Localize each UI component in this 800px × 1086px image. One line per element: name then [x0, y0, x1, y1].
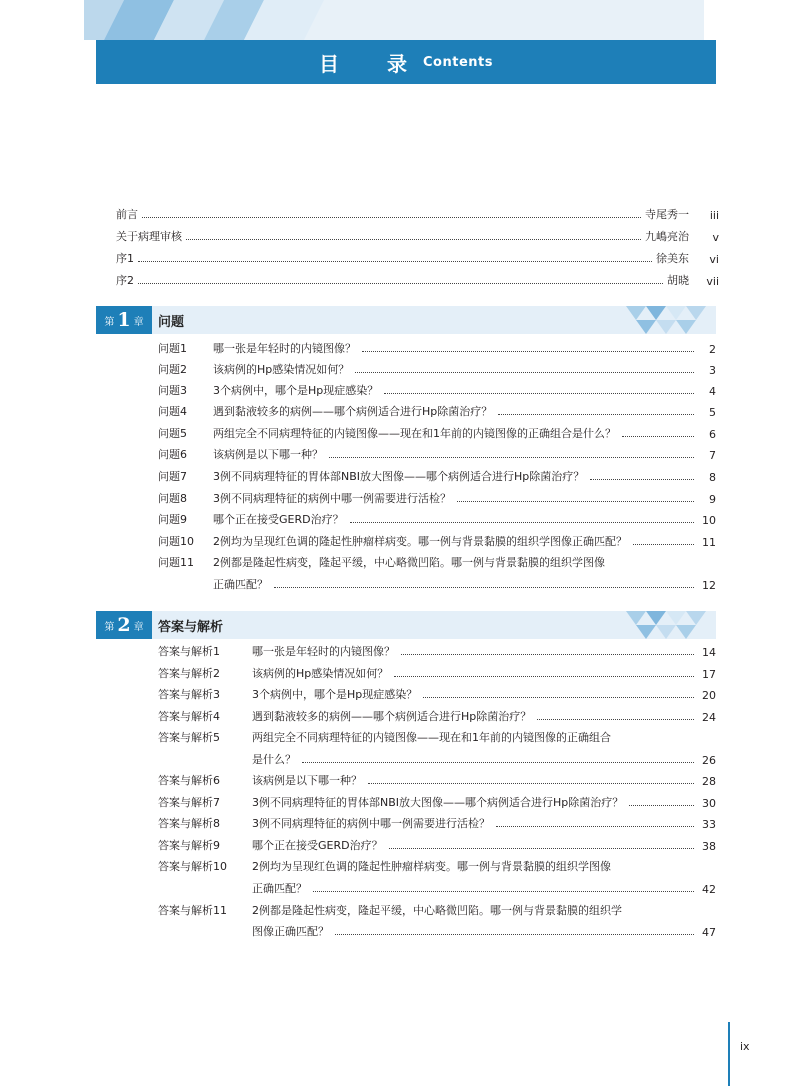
leader-dots: [335, 934, 694, 935]
entry-page: 47: [702, 926, 716, 939]
chapter2-entry-3[interactable]: [158, 685, 716, 705]
chapter-1-header[interactable]: [96, 306, 716, 334]
chapter1-entry-3[interactable]: [158, 381, 716, 401]
entry-title: 2例均为呈现红色调的隆起性肿瘤样病变。哪一例与背景黏膜的组织学图像正确匹配？: [213, 535, 627, 548]
entry-title: 3例不同病理特征的胃体部NBI放大图像——哪个病例适合进行Hp除菌治疗？: [213, 470, 585, 483]
chapter2-entry-6[interactable]: [158, 771, 716, 791]
entry-label: 问题9: [158, 513, 187, 526]
fm-author: 寺尾秀一: [645, 208, 689, 221]
entry-title: 两组完全不同病理特征的内镜图像——现在和1年前的内镜图像的正确组合: [252, 731, 611, 744]
chapter1-entry-6[interactable]: [158, 445, 716, 465]
title-cn: 目 录: [319, 51, 422, 76]
fm-title: 序2: [116, 274, 134, 287]
entry-page: 33: [702, 818, 716, 831]
entry-label: 答案与解析11: [158, 904, 227, 917]
leader-dots: [401, 654, 694, 655]
chapter-prefix: 第: [104, 316, 115, 328]
chapter1-entry-4[interactable]: [158, 402, 716, 422]
fm-title: 序1: [116, 252, 134, 265]
entry-title: 遇到黏液较多的病例——哪个病例适合进行Hp除菌治疗？: [213, 405, 493, 418]
entry-title-cont: 是什么？: [252, 753, 296, 766]
fm-entry-foreword2[interactable]: [116, 268, 719, 288]
entry-label: 问题6: [158, 448, 187, 461]
entry-title: 该病例是以下哪一种？: [213, 448, 323, 461]
entry-label: 问题5: [158, 427, 187, 440]
chapter-2-header[interactable]: [96, 611, 716, 639]
chapter2-entry-2[interactable]: [158, 664, 716, 684]
entry-title: 3个病例中，哪个是Hp现症感染？: [213, 384, 379, 397]
entry-title: 该病例的Hp感染情况如何？: [252, 667, 389, 680]
entry-page: 4: [709, 385, 716, 398]
fm-author: 九嶋亮治: [645, 230, 689, 243]
entry-title: 2例均为呈现红色调的隆起性肿瘤样病变。哪一例与背景黏膜的组织学图像: [252, 860, 611, 873]
entry-page: 7: [709, 449, 716, 462]
entry-label: 答案与解析3: [158, 688, 220, 701]
entry-label: 问题3: [158, 384, 187, 397]
chapter-suffix: 章: [133, 316, 144, 328]
entry-label: 答案与解析4: [158, 710, 220, 723]
entry-title: 2例都是隆起性病变，隆起平缓，中心略微凹陷。哪一例与背景黏膜的组织学: [252, 904, 622, 917]
entry-page: 14: [702, 646, 716, 659]
entry-page: 6: [709, 428, 716, 441]
entry-title: 2例都是隆起性病变，隆起平缓，中心略微凹陷。哪一例与背景黏膜的组织学图像: [213, 556, 605, 569]
entry-page: 28: [702, 775, 716, 788]
chapter1-entry-9[interactable]: [158, 510, 716, 530]
entry-title: 两组完全不同病理特征的内镜图像——现在和1年前的内镜图像的正确组合是什么？: [213, 427, 616, 440]
entry-label: 问题7: [158, 470, 187, 483]
leader-dots: [633, 544, 694, 545]
entry-page: 5: [709, 406, 716, 419]
entry-label: 答案与解析6: [158, 774, 220, 787]
entry-title-cont: 图像正确匹配？: [252, 925, 329, 938]
entry-page: 30: [702, 797, 716, 810]
entry-label: 问题8: [158, 492, 187, 505]
entry-page: 8: [709, 471, 716, 484]
fm-page: vi: [709, 253, 719, 266]
chapter-number: 2: [117, 614, 131, 636]
chapter1-entry-11-cont[interactable]: [158, 575, 716, 595]
leader-dots: [394, 676, 694, 677]
entry-page: 17: [702, 668, 716, 681]
leader-dots: [142, 217, 641, 218]
chapter2-entry-9[interactable]: [158, 836, 716, 856]
chapter-title: 问题: [158, 315, 185, 330]
page-number: ix: [740, 1040, 750, 1053]
entry-page: 9: [709, 493, 716, 506]
chapter-decoration: [616, 611, 716, 639]
fm-entry-preface[interactable]: [116, 202, 719, 222]
fm-author: 徐美东: [656, 252, 689, 265]
leader-dots: [362, 351, 694, 352]
entry-label: 问题10: [158, 535, 194, 548]
chapter2-entry-7[interactable]: [158, 793, 716, 813]
entry-label: 答案与解析5: [158, 731, 220, 744]
entry-title: 3例不同病理特征的病例中哪一例需要进行活检？: [252, 817, 490, 830]
entry-label: 问题11: [158, 556, 194, 569]
chapter-badge: [96, 611, 152, 639]
entry-title-cont: 正确匹配？: [213, 578, 268, 591]
chapter-badge: [96, 306, 152, 334]
leader-dots: [350, 522, 694, 523]
entry-page: 10: [702, 514, 716, 527]
chapter2-entry-11[interactable]: [158, 901, 716, 921]
chapter2-entry-4[interactable]: [158, 707, 716, 727]
entry-label: 答案与解析10: [158, 860, 227, 873]
leader-dots: [186, 239, 641, 240]
entry-label: 问题1: [158, 342, 187, 355]
fm-title: 关于病理审核: [116, 230, 182, 243]
chapter2-entry-10[interactable]: [158, 857, 716, 877]
entry-page: 11: [702, 536, 716, 549]
leader-dots: [368, 783, 694, 784]
entry-page: 12: [702, 579, 716, 592]
chapter-prefix: 第: [104, 621, 115, 633]
chapter2-entry-10-cont[interactable]: [158, 879, 716, 899]
fm-page: vii: [706, 275, 719, 288]
chapter2-entry-5[interactable]: [158, 728, 716, 748]
entry-title: 3个病例中，哪个是Hp现症感染？: [252, 688, 418, 701]
leader-dots: [138, 261, 652, 262]
entry-title: 该病例是以下哪一种？: [252, 774, 362, 787]
entry-title: 遇到黏液较多的病例——哪个病例适合进行Hp除菌治疗？: [252, 710, 532, 723]
leader-dots: [384, 393, 694, 394]
chapter2-entry-5-cont[interactable]: [158, 750, 716, 770]
entry-page: 2: [709, 343, 716, 356]
header-decoration: [84, 0, 704, 40]
entry-page: 38: [702, 840, 716, 853]
leader-dots: [622, 436, 694, 437]
entry-page: 26: [702, 754, 716, 767]
entry-label: 问题4: [158, 405, 187, 418]
leader-dots: [274, 587, 694, 588]
entry-label: 问题2: [158, 363, 187, 376]
leader-dots: [423, 697, 694, 698]
chapter-number: 1: [117, 309, 131, 331]
fm-page: iii: [709, 209, 719, 222]
leader-dots: [537, 719, 694, 720]
contents-banner: [96, 40, 716, 84]
leader-dots: [389, 848, 694, 849]
entry-label: 答案与解析2: [158, 667, 220, 680]
leader-dots: [498, 414, 694, 415]
entry-page: 42: [702, 883, 716, 896]
entry-title: 该病例的Hp感染情况如何？: [213, 363, 350, 376]
entry-label: 答案与解析9: [158, 839, 220, 852]
chapter1-entry-11[interactable]: [158, 553, 716, 573]
fm-title: 前言: [116, 208, 138, 221]
chapter2-entry-11-cont[interactable]: [158, 922, 716, 942]
fm-entry-foreword1[interactable]: [116, 246, 719, 266]
entry-title: 3例不同病理特征的病例中哪一例需要进行活检？: [213, 492, 451, 505]
entry-page: 20: [702, 689, 716, 702]
leader-dots: [302, 762, 694, 763]
entry-title: 哪一张是年轻时的内镜图像？: [252, 645, 395, 658]
leader-dots: [138, 283, 663, 284]
fm-author: 胡晓: [667, 274, 689, 287]
leader-dots: [355, 372, 694, 373]
chapter-decoration: [616, 306, 716, 334]
chapter2-entry-1[interactable]: [158, 642, 716, 662]
chapter1-entry-2[interactable]: [158, 360, 716, 380]
entry-title: 哪一张是年轻时的内镜图像？: [213, 342, 356, 355]
entry-page: 24: [702, 711, 716, 724]
entry-label: 答案与解析8: [158, 817, 220, 830]
chapter1-entry-1[interactable]: [158, 339, 716, 359]
leader-dots: [629, 805, 694, 806]
leader-dots: [329, 457, 694, 458]
entry-title-cont: 正确匹配？: [252, 882, 307, 895]
entry-title: 哪个正在接受GERD治疗？: [252, 839, 383, 852]
entry-label: 答案与解析1: [158, 645, 220, 658]
leader-dots: [457, 501, 694, 502]
entry-title: 哪个正在接受GERD治疗？: [213, 513, 344, 526]
fm-page: v: [712, 231, 719, 244]
entry-title: 3例不同病理特征的胃体部NBI放大图像——哪个病例适合进行Hp除菌治疗？: [252, 796, 624, 809]
fm-entry-pathology-review[interactable]: [116, 224, 719, 244]
chapter1-entry-7[interactable]: [158, 467, 716, 487]
chapter1-entry-8[interactable]: [158, 489, 716, 509]
leader-dots: [313, 891, 694, 892]
page-edge-bar: [728, 1022, 730, 1086]
leader-dots: [496, 826, 694, 827]
chapter1-entry-5[interactable]: [158, 424, 716, 444]
chapter2-entry-8[interactable]: [158, 814, 716, 834]
entry-label: 答案与解析7: [158, 796, 220, 809]
title-en: Contents: [423, 54, 493, 70]
leader-dots: [590, 479, 694, 480]
chapter-suffix: 章: [133, 621, 144, 633]
chapter1-entry-10[interactable]: [158, 532, 716, 552]
chapter-title: 答案与解析: [158, 620, 224, 635]
entry-page: 3: [709, 364, 716, 377]
